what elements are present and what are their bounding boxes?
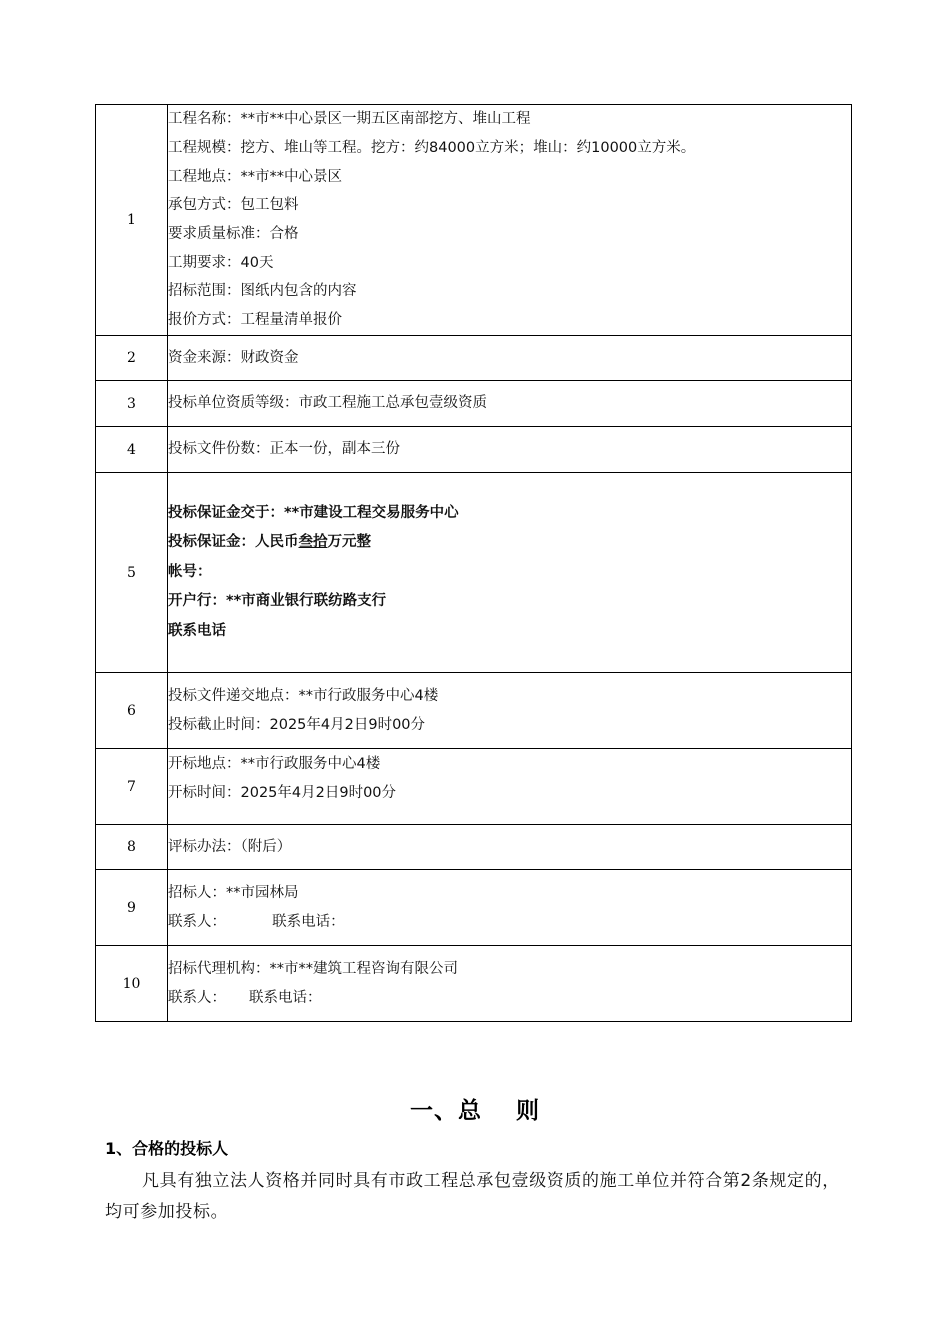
table-row [96, 381, 852, 427]
table-row [96, 946, 852, 1022]
opening-time: 开标时间：2025年4月2日9时00分 [168, 784, 397, 801]
row-number: 6 [96, 673, 168, 749]
qualification-level: 投标单位资质等级：市政工程施工总承包壹级资质 [168, 395, 487, 412]
document-copies: 投标文件份数：正本一份，副本三份 [168, 441, 400, 458]
project-name: 工程名称：**市**中心景区一期五区南部挖方、堆山工程 [168, 111, 531, 128]
evaluation-method: 评标办法：（附后） [168, 838, 292, 855]
account-number: 帐号： [168, 563, 212, 580]
funding-source: 资金来源：财政资金 [168, 349, 299, 366]
row-content [168, 381, 852, 427]
row-content [168, 105, 852, 336]
row-number: 8 [96, 825, 168, 870]
row-content [168, 336, 852, 381]
row-content [168, 825, 852, 870]
project-location: 工程地点：**市**中心景区 [168, 168, 342, 185]
row-number: 9 [96, 870, 168, 946]
row-content [168, 870, 852, 946]
quality-standard: 要求质量标准：合格 [168, 226, 299, 242]
agency-contact: 联系人： 联系电话： [168, 989, 322, 1006]
opening-location: 开标地点：**市行政服务中心4楼 [168, 756, 381, 772]
agency: 招标代理机构：**市**建筑工程咨询有限公司 [168, 960, 458, 977]
tender-scope: 招标范围：图纸内包含的内容 [168, 283, 357, 300]
row-content [168, 749, 852, 825]
row-number: 3 [96, 381, 168, 427]
chapter-heading: 一、总 则 [410, 1098, 540, 1124]
table-row [96, 870, 852, 946]
table-row [96, 749, 852, 825]
tenderer-contact: 联系人： 联系电话： [168, 913, 345, 930]
row-content [168, 427, 852, 473]
deposit-payee: 投标保证金交于：**市建设工程交易服务中心 [168, 504, 459, 521]
tender-info-table [95, 104, 852, 1022]
tenderer: 招标人：**市园林局 [168, 884, 299, 901]
deposit-amount: 投标保证金：人民币叁拾万元整 [168, 534, 371, 551]
schedule-requirement: 工期要求：40天 [168, 254, 274, 271]
row-number: 4 [96, 427, 168, 473]
row-number: 1 [96, 105, 168, 336]
table-row [96, 427, 852, 473]
quotation-method: 报价方式：工程量清单报价 [168, 312, 342, 329]
bank-branch: 开户行：**市商业银行联纺路支行 [168, 593, 387, 610]
table-row [96, 673, 852, 749]
contract-method: 承包方式：包工包料 [168, 197, 299, 214]
submission-location: 投标文件递交地点：**市行政服务中心4楼 [168, 687, 439, 704]
row-number: 10 [96, 946, 168, 1022]
table-row [96, 336, 852, 381]
project-scale: 工程规模：挖方、堆山等工程。挖方：约84000立方米；堆山：约10000立方米。 [168, 139, 696, 156]
table-row [96, 473, 852, 673]
submission-deadline: 投标截止时间：2025年4月2日9时00分 [168, 716, 426, 733]
row-number: 5 [96, 473, 168, 673]
table-row [96, 825, 852, 870]
contact-phone: 联系电话 [168, 622, 226, 639]
row-content [168, 473, 852, 673]
row-number: 7 [96, 749, 168, 825]
table-row [96, 105, 852, 336]
row-content [168, 946, 852, 1022]
section-paragraph: 凡具有独立法人资格并同时具有市政工程总承包壹级资质的施工单位并符合第2条规定的，均可参加投标。 [105, 1171, 840, 1222]
section-title: 1、合格的投标人 [105, 1139, 229, 1158]
row-number: 2 [96, 336, 168, 381]
row-content [168, 673, 852, 749]
